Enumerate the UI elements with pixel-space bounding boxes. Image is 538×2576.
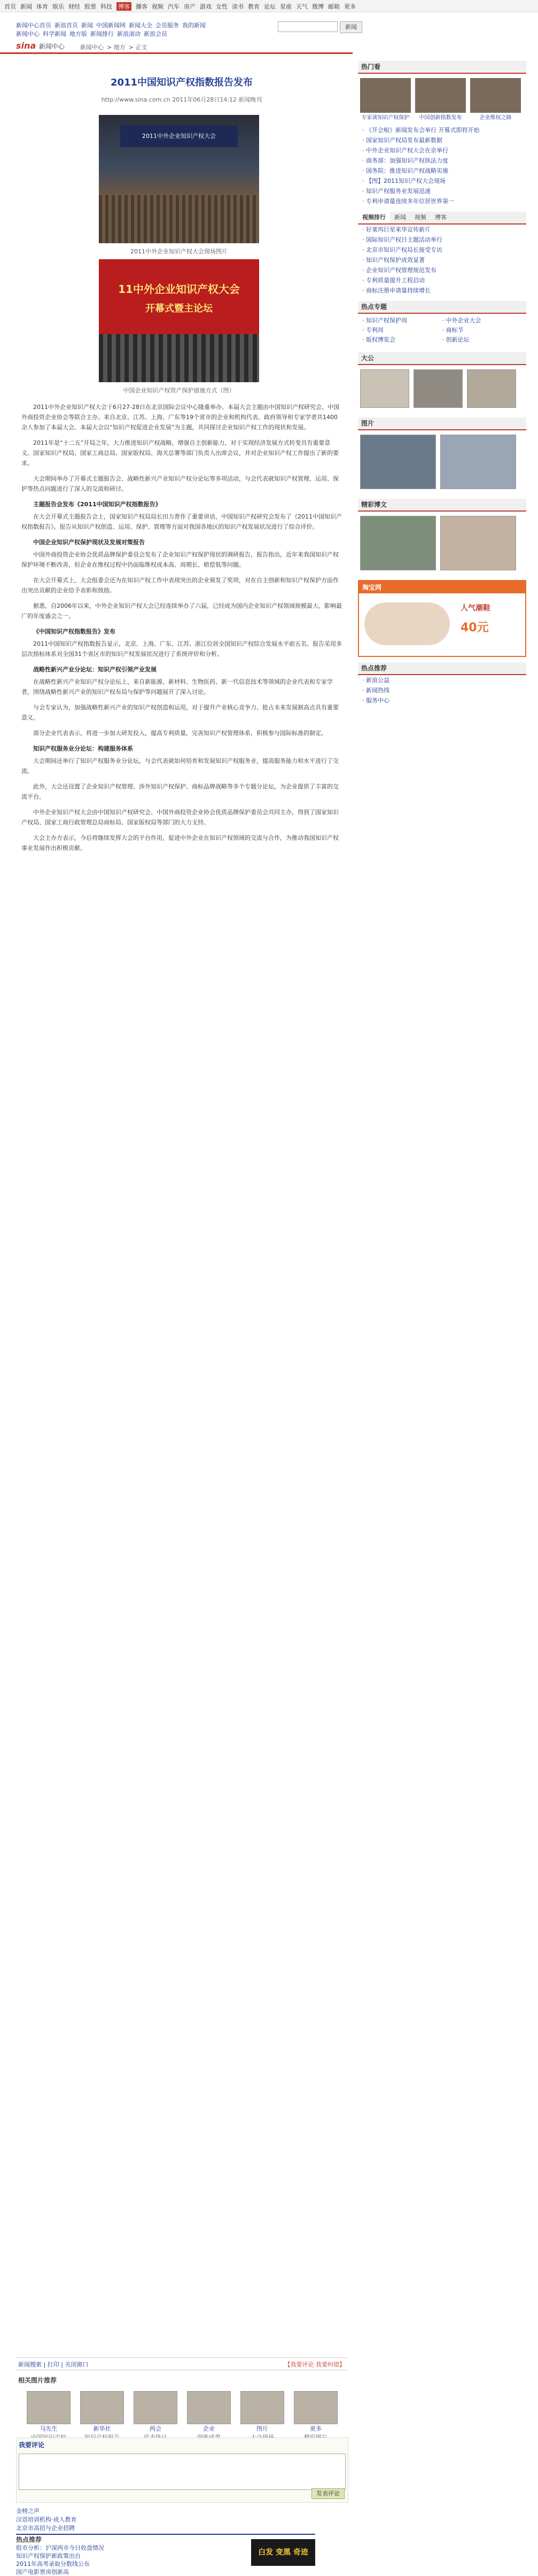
article-paragraph: 据悉，自2006年以来，中外企业知识产权大会已经连续举办了六届，已经成为国内企业知识产权领域规模最大、影响最广的年度盛会之一。 (21, 602, 342, 620)
video-caption: 中国创新指数发布 (419, 115, 462, 121)
footer-ad-link[interactable]: 北京市高招与企业招聘 (16, 2525, 75, 2532)
article-subheading: 主题报告会发布《2011中国知识产权指数报告》 (33, 501, 161, 508)
subnav-link[interactable]: 地方版 (69, 30, 87, 37)
topnav-item[interactable]: 教育 (248, 3, 260, 10)
article-paragraph: 2011年是“十二五”开局之年，大力推进知识产权战略，增强自主创新能力，对于实现经济发展方式转变具有重要意义。国家知识产权局、国家工商总局、国家版权局、海关总署等部门负责人出席会议，并对企业知识产权工作提出了新的要求。 (21, 439, 339, 467)
article-subheading: 中国企业知识产权保护现状及发展对策报告 (33, 539, 145, 546)
related-header: 相关图片推荐 (18, 2377, 57, 2384)
related-thumb[interactable] (27, 2391, 71, 2424)
video-item[interactable] (415, 78, 466, 121)
subnav-link[interactable]: 新浪滚动 (117, 30, 141, 37)
related-label: 企业 (203, 2425, 215, 2432)
topnav-item[interactable]: 博客 (116, 2, 131, 11)
photo-caption-2: 中国企业知识产权资产保护措施方式（图） (123, 387, 235, 394)
topnav-item[interactable]: 读书 (232, 3, 244, 10)
search-button[interactable]: 新闻 (340, 21, 362, 33)
article-paragraph: 大会期间举办了开幕式主题报告会、战略性新兴产业知识产权分论坛等多项活动，与会代表就知识产权管理、运用、保护等热点问题进行了深入的交流和研讨。 (21, 475, 339, 492)
hot-title: 热点推荐 (16, 2536, 42, 2543)
video-thumb[interactable] (360, 78, 411, 113)
sidebar-news-item[interactable]: · 专利申请量连续多年位居世界第一 (362, 198, 454, 205)
article-subheading: 战略性新兴产业分论坛：知识产权引领产业发展 (33, 666, 157, 673)
article-body (21, 402, 342, 858)
related-item[interactable] (134, 2391, 177, 2441)
sidebar-news-list (358, 125, 526, 206)
related-label: 更多 (310, 2425, 322, 2432)
sidebar-tab[interactable]: 视频 (415, 214, 426, 221)
related-label: 马先生 (40, 2425, 58, 2432)
related-label: 新华社 (93, 2425, 111, 2432)
related-thumb[interactable] (240, 2391, 284, 2424)
ad-brand: 淘宝网 (359, 581, 525, 593)
site-logo[interactable]: sina 新闻中心 (16, 41, 65, 51)
related-thumb[interactable] (80, 2391, 124, 2424)
article-tools (16, 2357, 347, 2370)
related-thumb[interactable] (134, 2391, 177, 2424)
topnav-item[interactable]: 科技 (100, 3, 112, 10)
hot-topic-item[interactable]: · 版权博览会 (362, 336, 395, 343)
related-item[interactable] (80, 2391, 124, 2441)
footer-ad-link[interactable]: 汉语培训机构·成人教育 (16, 2516, 77, 2523)
sidebar-hot-title: 热门看 (358, 61, 526, 74)
breadcrumb-item: > 正文 (128, 44, 147, 51)
article-title: 2011中国知识产权指数报告发布 (110, 77, 253, 88)
hot-topic-item[interactable]: · 专利周 (362, 327, 384, 334)
bottom-links (358, 675, 526, 706)
rank-item[interactable]: · 专利质量提升工程启动 (362, 277, 425, 284)
ad-label: 人气潮鞋 (461, 604, 490, 613)
article-paragraph: 大会主办方表示，今后将继续发挥大会的平台作用，促进中外企业在知识产权领域的交流与合作，为推动我国知识产权事业发展作出积极贡献。 (21, 834, 339, 852)
video-thumb[interactable] (470, 78, 521, 113)
hot-topic-item[interactable]: · 中外企业大会 (442, 317, 481, 324)
article-paragraph: 中国外商投资企业协会优质品牌保护委员会发布了企业知识产权保护现状的调研报告，报告指出，近年来我国知识产权保护环境不断改善，但企业在维权过程中仍面临维权成本高、周期长、赔偿低等问题。 (21, 551, 339, 568)
article-paragraph: 在大会开幕式上，大会组委会还为在知识产权工作中表现突出的企业颁发了奖项，对在自主创新和知识产权保护方面作出突出贡献的企业给予表彰和鼓励。 (21, 577, 339, 594)
divider (0, 52, 353, 54)
article-photo-2: 11中外企业知识产权大会 开幕式暨主论坛 (99, 259, 259, 382)
topnav-item[interactable]: 汽车 (168, 3, 180, 10)
sidebar-news-item[interactable]: · 国务院：推进知识产权战略实施 (362, 167, 448, 174)
topnav-item[interactable]: 天气 (296, 3, 308, 10)
hot-topics-title: 热点专题 (358, 301, 526, 314)
article-paragraph: 中外企业知识产权大会由中国知识产权研究会、中国外商投资企业协会优质品牌保护委员会共同主办，得到了国家知识产权局、国家工商行政管理总局商标局、国家版权局等部门的大力支持。 (21, 809, 339, 826)
section4-title: 精彩博文 (358, 499, 526, 512)
rank-item[interactable]: · 企业知识产权管理规范发布 (362, 267, 436, 274)
sidebar-news-item[interactable]: · 中外企业知识产权大会在京举行 (362, 147, 448, 154)
related-item[interactable] (27, 2391, 71, 2441)
subnav-link[interactable]: 会员服务 (155, 22, 179, 29)
sidebar-tab[interactable]: 博客 (435, 214, 447, 221)
topnav-item[interactable]: 房产 (184, 3, 196, 10)
comment-textarea[interactable] (19, 2454, 346, 2490)
article-paragraph: 部分企业代表表示，将进一步加大研发投入，提高专利质量，完善知识产权管理体系，积极参与国际标准的制定。 (33, 730, 327, 737)
subnav-link[interactable]: 中国新闻网 (96, 22, 126, 29)
hot-item[interactable]: 知识产权保护新政策出台 (16, 2552, 81, 2559)
section3-title: 图片 (358, 417, 526, 430)
hot-item[interactable]: 股市分析：沪深两市今日收盘情况 (16, 2544, 104, 2551)
hot-topic-item[interactable]: · 商标节 (442, 327, 464, 334)
top-nav (0, 0, 538, 12)
sidebar-news-item[interactable]: · 【图】2011知识产权大会现场 (362, 177, 446, 184)
sidebar (358, 61, 526, 706)
related-item[interactable] (294, 2391, 338, 2441)
thumb[interactable] (440, 516, 516, 570)
related-thumb[interactable] (294, 2391, 338, 2424)
taobao-ad[interactable] (358, 580, 526, 657)
topnav-item[interactable]: 娱乐 (52, 3, 64, 10)
sidebar-news-item[interactable]: · 国家知识产权局发布最新数据 (362, 137, 442, 144)
article-paragraph: 2011中外企业知识产权大会于6月27-28日在北京国际会议中心隆重举办。本届大会主题由中国知识产权研究会、中国外商投资企业协会等联合主办。来自北京、江苏、上海、广东等19个省市的企业和机构代表、政府领导和专家学者共1400余人参加了本届大会。本届大会以“知识产权促进企业发展”为主题，共同探讨企业知识产权工作的现状和发展。 (21, 404, 339, 431)
hot-topic-item[interactable]: · 知识产权保护周 (362, 317, 407, 324)
related-label: 两会 (150, 2425, 161, 2432)
sidebar-news-item[interactable]: · 知识产权服务业发展迅速 (362, 188, 431, 195)
article-paragraph: 大会期间还举行了知识产权服务业分论坛，与会代表就如何培育和发展知识产权服务业，提高服务能力和水平进行了交流。 (21, 757, 339, 775)
topnav-item[interactable]: 新闻 (20, 3, 32, 10)
sidebar-tabs (358, 212, 526, 225)
related-item[interactable] (187, 2391, 231, 2441)
ad-price: 40元 (461, 621, 489, 635)
tool-links[interactable]: 新闻搜索 | 打印 | 关闭窗口 (18, 2361, 89, 2368)
video-item[interactable] (360, 78, 411, 121)
article-photo-1: 2011中外企业知识产权大会 (99, 115, 259, 243)
gov-title: 热点推荐 (358, 662, 526, 675)
topnav-item[interactable]: 体育 (36, 3, 48, 10)
topnav-item[interactable]: 微博 (312, 3, 324, 10)
subnav-link[interactable]: 新闻中心首页 (16, 22, 51, 29)
breadcrumb (80, 43, 150, 51)
sidebar-news-item[interactable]: · 商务部：加强知识产权执法力度 (362, 157, 448, 164)
topnav-item[interactable]: 论坛 (264, 3, 276, 10)
sidebar-tab[interactable]: 新闻 (394, 214, 406, 221)
thumb[interactable] (440, 435, 516, 489)
comment-link[interactable]: 【我要评论 我要纠错】 (284, 2361, 345, 2368)
related-thumb[interactable] (187, 2391, 231, 2424)
topnav-item[interactable]: 邮箱 (328, 3, 340, 10)
thumb[interactable] (467, 369, 516, 408)
sidebar-tab[interactable]: 视频排行 (358, 212, 390, 223)
thumb[interactable] (360, 435, 436, 489)
rank-list (358, 225, 526, 296)
subnav-link[interactable]: 新浪会员 (144, 30, 167, 37)
bottom-link[interactable]: · 服务中心 (362, 697, 389, 704)
subnav-link[interactable]: 新浪首页 (54, 22, 78, 29)
comment-area (16, 2438, 348, 2503)
video-caption: 企业维权之路 (479, 115, 512, 121)
topnav-item[interactable]: 星座 (280, 3, 292, 10)
footer-ad-link[interactable]: 金榜之声 (16, 2508, 40, 2515)
related-label: 图片 (256, 2425, 268, 2432)
photo-caption-1: 2011中外企业知识产权大会现场图片 (130, 248, 228, 255)
thumb[interactable] (360, 369, 409, 408)
topnav-item[interactable]: 更多 (344, 3, 356, 10)
article-subheading: 知识产权服务业分论坛：构建服务体系 (33, 745, 133, 752)
footer-ads (16, 2507, 347, 2533)
topnav-item[interactable]: 女性 (216, 3, 228, 10)
video-item[interactable] (470, 78, 521, 121)
subnav-link[interactable]: 新闻大全 (129, 22, 152, 29)
thumb[interactable] (414, 369, 463, 408)
topnav-item[interactable]: 游戏 (200, 3, 212, 10)
search-input[interactable] (278, 21, 338, 32)
video-caption: 专家谈知识产权保护 (361, 115, 410, 121)
related-item[interactable] (240, 2391, 284, 2441)
topnav-item[interactable]: 财经 (68, 3, 80, 10)
bottom-ad[interactable]: 白发 变黑 奇迹 (251, 2539, 315, 2566)
subnav-link[interactable]: 新闻 (81, 22, 93, 29)
subnav-link[interactable]: 我的新闻 (182, 22, 206, 29)
hot-topic-item[interactable]: · 创新论坛 (442, 336, 470, 343)
hot-item[interactable]: 2011年高考录取分数线公布 (16, 2560, 90, 2567)
subnav-link[interactable]: 新闻中心 (16, 30, 40, 37)
article-paragraph: 2011中国知识产权指数报告显示，北京、上海、广东、江苏、浙江位居全国知识产权综合发展水平前五名。报告采用多层次指标体系对全国31个省区市的知识产权发展状况进行了系统评价和分析。 (21, 640, 342, 657)
rank-item[interactable]: · 知识产权保护成效显著 (362, 257, 425, 264)
comment-title: 我要评论 (19, 2441, 45, 2449)
article-paragraph: 在大会开幕式主题报告会上，国家知识产权局局长田力普作了重要讲话，中国知识产权研究会发布了《2011中国知识产权指数报告》。报告从知识产权创造、运用、保护、管理等方面对我国各地区的知识产权发展状况进行了综合评价。 (21, 513, 342, 530)
topnav-item[interactable]: 视频 (152, 3, 163, 10)
article-paragraph: 在战略性新兴产业知识产权分论坛上，来自新能源、新材料、生物医药、新一代信息技术等领域的企业代表和专家学者，围绕战略性新兴产业的知识产权布局与保护等问题展开了深入讨论。 (21, 678, 333, 695)
rank-item[interactable]: · 好莱坞巨星来华宣传新片 (362, 226, 431, 233)
bottom-link[interactable]: · 新浪公益 (362, 677, 389, 684)
topnav-item[interactable]: 股票 (84, 3, 96, 10)
sidebar-news-item[interactable]: · 《开会啦》新闻发布会举行 开幕式即将开始 (362, 127, 480, 134)
breadcrumb-item[interactable]: > 地方 (107, 44, 126, 51)
subnav-link[interactable]: 科学新闻 (43, 30, 66, 37)
rank-item[interactable]: · 北京市知识产权局长接受专访 (362, 246, 442, 253)
article-paragraph: 与会专家认为，加强战略性新兴产业的知识产权创造和运用，对于提升产业核心竞争力、抢占未来发展制高点具有重要意义。 (21, 704, 339, 721)
article-subheading: 《中国知识产权指数报告》发布 (33, 628, 115, 635)
comment-submit-button[interactable]: 发表评论 (311, 2488, 345, 2499)
hot-item[interactable]: 国产电影票房创新高 (16, 2569, 69, 2575)
article-meta: http://www.sina.com.cn 2011年06月28日14:12 新闻晚刊 (101, 96, 262, 103)
thumb[interactable] (360, 516, 436, 570)
video-thumb[interactable] (415, 78, 466, 113)
subnav-link[interactable]: 新闻排行 (90, 30, 114, 37)
section2-title: 大公 (358, 352, 526, 365)
rank-item[interactable]: · 商标注册申请量持续增长 (362, 287, 431, 294)
rank-item[interactable]: · 国际知识产权日主题活动举行 (362, 236, 442, 243)
breadcrumb-item[interactable]: 新闻中心 (80, 44, 104, 51)
article-paragraph: 此外，大会还设置了企业知识产权管理、涉外知识产权保护、商标品牌战略等多个专题分论坛，为企业提供了丰富的交流平台。 (21, 783, 339, 800)
topnav-item[interactable]: 播客 (136, 3, 147, 10)
bottom-link[interactable]: · 新闻热线 (362, 687, 389, 694)
topnav-item[interactable]: 首页 (4, 3, 16, 10)
